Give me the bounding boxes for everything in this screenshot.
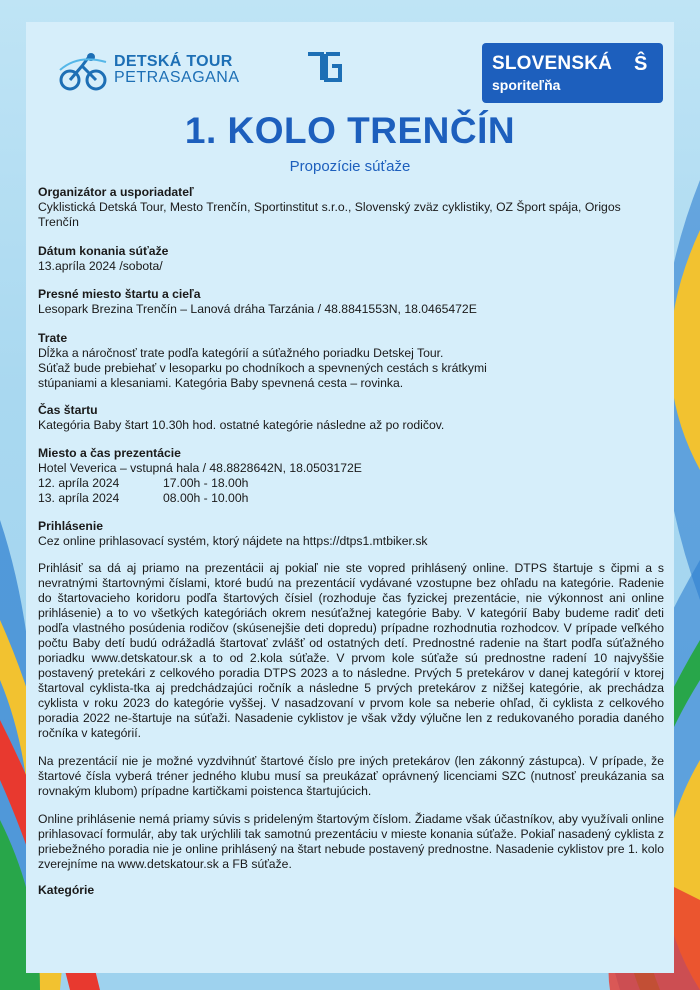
start-text: Kategória Baby štart 10.30h hod. ostatné kategórie následne až po rodičov. xyxy=(38,418,445,432)
organizer-text: Cyklistická Detská Tour, Mesto Trenčín, Sportinstitut s.r.o., Slovenský zväz cyklistiky, OZ Šport spája, Origos Trenčín xyxy=(38,200,621,229)
sponsor-logo xyxy=(482,43,663,103)
presentation-row xyxy=(38,491,664,506)
registration-section xyxy=(38,519,664,549)
tour-logo-line2: PETRASAGANA xyxy=(114,69,240,86)
sponsor-symbol: Ŝ xyxy=(634,53,648,75)
organizer-section xyxy=(38,185,664,230)
date-section xyxy=(38,244,664,274)
track-section xyxy=(38,331,664,391)
tour-logo xyxy=(58,48,348,98)
presentation-text: Hotel Veverica – vstupná hala / 48.8828642N, 18.0503172E xyxy=(38,461,362,475)
track-text-1: Dĺžka a náročnosť trate podľa kategórií a súťažného poriadku Detskej Tour. xyxy=(38,346,444,360)
presentation-date: 13. apríla 2024 xyxy=(38,491,120,505)
registration-heading: Prihlásenie xyxy=(38,519,104,533)
place-section xyxy=(38,287,664,317)
categories-section xyxy=(38,883,664,898)
start-section xyxy=(38,403,664,433)
presentation-time: 08.00h - 10.00h xyxy=(163,491,249,505)
info-paragraph-3: Online prihlásenie nemá priamy súvis s prideleným štartovým číslom. Žiadame však účastníkov, aby využívali online prihlasovací formulár, aby tak urýchlili tak samotnú prezentáciu v mieste konania súťaže. Pokiaľ nasadený cyklista z priebežného poradia nie je online prihlásený na štart nebude postavený prednostne. Nasadenie cyklistov pre 1. kolo zverejníme na www.detskatour.sk a FB súťaže. xyxy=(38,812,664,871)
cyclist-icon xyxy=(58,52,110,92)
registration-text: Cez online prihlasovací systém, ktorý nájdete na https://dtps1.mtbiker.sk xyxy=(38,534,428,548)
petrasagana-mark-icon xyxy=(304,50,344,86)
tour-logo-line1: DETSKÁ TOUR xyxy=(114,53,233,70)
info-paragraph-2: Na prezentácií nie je možné vyzdvihnúť štartové číslo pre iných pretekárov (len zákonný zástupca). V prípade, že štartové čísla vyberá tréner jedného klubu musí sa preukázať oprávnený licenciami SZC (nutnosť preukázania sa rovnakým klubom) prípadne kartičkami poistenca štartujúcich. xyxy=(38,754,664,798)
presentation-section xyxy=(38,446,664,506)
track-text-2: Súťaž bude prebiehať v lesoparku po chodníkoch a spevnených cestách s krátkymi stúpaniami a klesaniami. Kategória Baby spevnená cesta – rovinka. xyxy=(38,361,487,390)
start-heading: Čas štartu xyxy=(38,403,98,417)
page-title: 1. KOLO TRENČÍN xyxy=(184,110,516,151)
page-subtitle: Propozície súťaže xyxy=(289,158,411,175)
categories-heading: Kategórie xyxy=(38,883,95,897)
track-heading: Trate xyxy=(38,331,68,345)
presentation-row xyxy=(38,476,664,491)
sponsor-logo-line2: sporiteľňa xyxy=(492,77,561,93)
presentation-time: 17.00h - 18.00h xyxy=(163,476,249,490)
organizer-heading: Organizátor a usporiadateľ xyxy=(38,185,194,199)
place-heading: Presné miesto štartu a cieľa xyxy=(38,287,201,301)
place-text: Lesopark Brezina Trenčín – Lanová dráha Tarzánia / 48.8841553N, 18.0465472E xyxy=(38,302,477,316)
date-text: 13.apríla 2024 /sobota/ xyxy=(38,259,163,273)
info-paragraph-1: Prihlásiť sa dá aj priamo na prezentácii aj pokiaľ nie ste vopred prihlásený online. DTPS štartuje s čipmi a s nevratnými štartovnými číslami, ktoré budú na prezentácií vydávané vzostupne bez ohľadu na kategórie. Radenie do štartovacieho koridoru podľa štartových čísiel (rozhoduje čas fyzickej prezentácie, nie výkonnost ani online prihlásenie) a to vo všetkých kategóriách okrem nesúťažnej kategórie Baby. V kategórií Baby budeme radiť deti podľa vlastného posúdenia rodičov (skúsenejšie deti dopredu) prípadne rozhodnutia rozhodcov. V prípade veľkého počtu Baby detí budú odrážadlá štartovať zvlášť od ostatných detí. Prednostné radenie na štart podľa súťažného poriadku www.detskatour.sk a to od 2.kola súťaže. V prvom kole súťaže sú prednostne radení 10 najvyššie postavený pretekári z celkového poradia DTPS 2023 a to následne. Prvých 5 pretekárov v danej kategórií v ktorej štartoval cyklista-tka aj predchádzajúci ročník a následne 5 prvých pretekárov z nižšej kategórie, ak prechádza cyklista v roku 2023 do kategórie vyššej. V nasadzovaní v prvom kole sa neberie ohľad, či cyklista z celkového poradia 2022 ne-štartuje na súťaži. Nasadenie cyklistov je však vždy výlučne len z redukovaného poradia daného ročníka v kategórií. xyxy=(38,561,664,740)
date-heading: Dátum konania súťaže xyxy=(38,244,169,258)
presentation-heading: Miesto a čas prezentácie xyxy=(38,446,181,460)
sponsor-logo-line1: SLOVENSKÁ xyxy=(492,53,613,74)
presentation-date: 12. apríla 2024 xyxy=(38,476,120,490)
